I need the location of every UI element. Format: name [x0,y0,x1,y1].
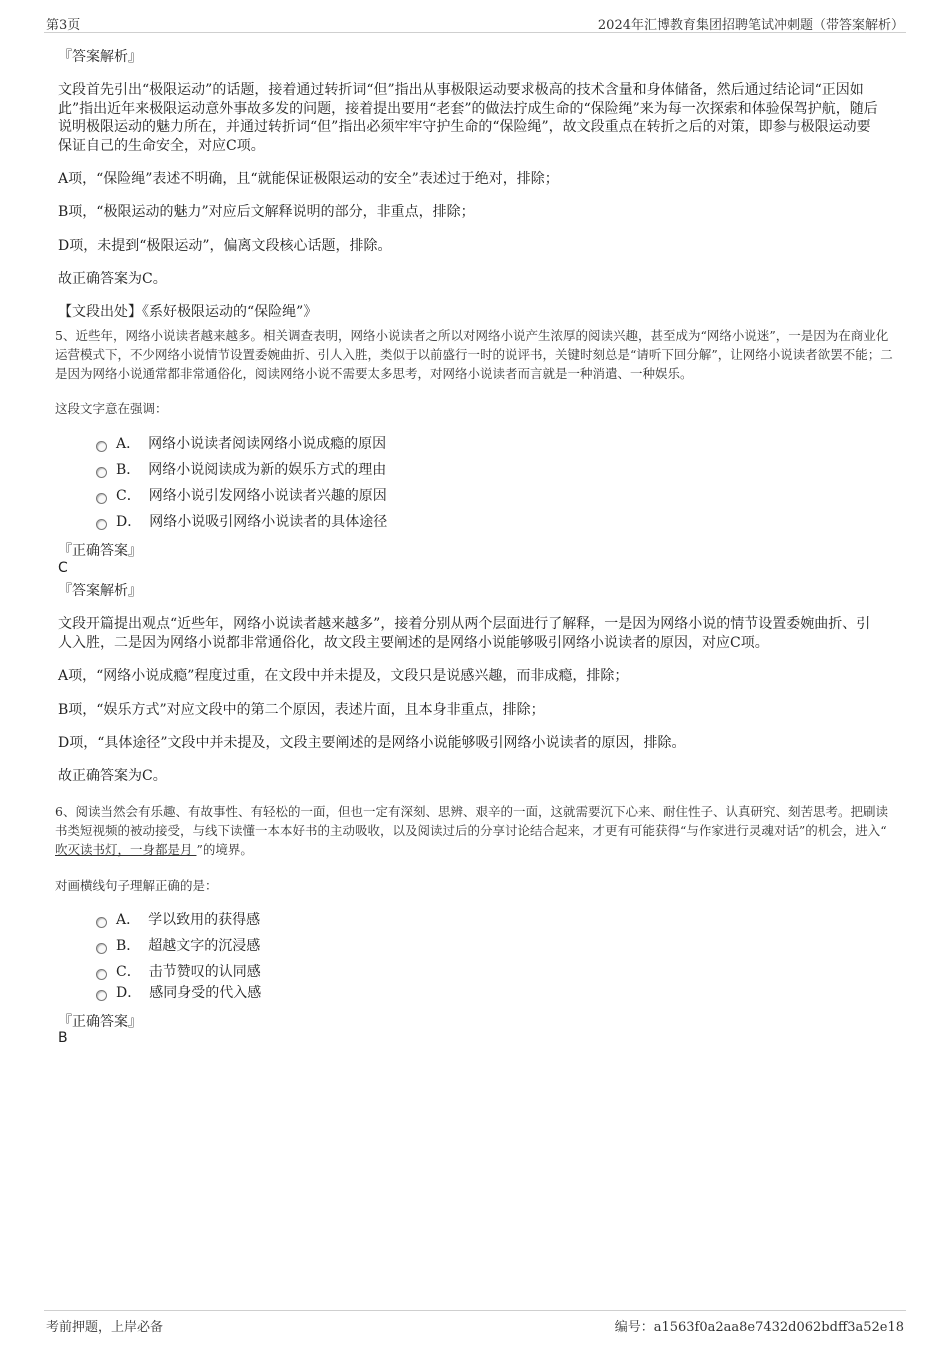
analysis-paragraph: 文段开篇提出观点“近些年，网络小说读者越来越多”，接着分别从两个层面进行了解释，一是因为网络小说的情节设置委婉曲折、引人入胜，二是因为网络小说都非常通俗化，故文段主要阐述的是网络小说能够吸引网络小说读者的原因，对应C项。 [58,616,871,651]
analysis-option-b: B项，“极限运动的魅力”对应后文解释说明的部分，非重点，排除； [58,204,475,220]
analysis-option-d: D项，“具体途径”文段中并未提及，文段主要阐述的是网络小说能够吸引网络小说读者的原因，排除。 [58,735,686,751]
question-6-option-d[interactable]: D． 感同身受的代入感 [96,982,261,1004]
question-5-prompt: 这段文字意在强调： [55,401,168,416]
question-5-stem: 5、近些年，网络小说读者越来越多。相关调查表明，网络小说读者之所以对网络小说产生浓厚的阅读兴趣，甚至成为“网络小说迷”，一是因为在商业化运营模式下，不少网络小说情节设置委婉曲折、引人入胜，类似于以前盛行一时的说评书，关键时刻总是“请听下回分解”，让网络小说读者欲罢不能；二是因为网络小说通常都非常通俗化，阅读网络小说不需要太多思考，对网络小说读者而言就是一种消遣、一种娱乐。 [55,328,893,381]
correct-answer: B [58,1030,68,1046]
question-6-option-a[interactable]: A． 学以致用的获得感 [96,909,260,931]
document-id: 编号：a1563f0a2aa8e7432d062bdff3a52e18 [614,1320,904,1335]
question-6-prompt: 对画横线句子理解正确的是： [55,878,218,893]
analysis-option-b: B项，“娱乐方式”对应文段中的第二个原因，表述片面，且本身非重点，排除； [58,702,545,718]
footer-slogan: 考前押题，上岸必备 [46,1320,164,1335]
correct-answer-title: 『正确答案』 [58,543,142,559]
correct-answer: C [58,560,68,576]
radio-button-icon[interactable] [96,990,107,1001]
radio-button-icon[interactable] [96,519,107,530]
radio-button-icon[interactable] [96,467,107,478]
analysis-conclusion: 故正确答案为C。 [58,768,167,784]
radio-button-icon[interactable] [96,917,107,928]
analysis-option-a: A项，“网络小说成瘾”程度过重，在文段中并未提及，文段只是说感兴趣，而非成瘾，排除； [58,668,629,684]
question-6-option-b[interactable]: B． 超越文字的沉浸感 [96,935,260,957]
page-number: 第3页 [46,18,81,33]
question-6-stem: 6、阅读当然会有乐趣、有故事性、有轻松的一面，但也一定有深刻、思辨、艰辛的一面，这就需要沉下心来、耐住性子、认真研究、刻苦思考。把刷读书类短视频的被动接受，与线下读懂一本本好书的主动吸收，以及阅读过后的分享讨论结合起来，才更有可能获得“与作家进行灵魂对话”的机会，进入“ 吹灭读书灯，一身都是月 ”的境界。 [55,804,888,857]
analysis-title: 『答案解析』 [58,49,142,65]
question-5-option-b[interactable]: B． 网络小说阅读成为新的娱乐方式的理由 [96,459,386,481]
question-5-option-c[interactable]: C． 网络小说引发网络小说读者兴趣的原因 [96,485,387,507]
page-header [44,10,906,33]
correct-answer-title: 『正确答案』 [58,1014,142,1030]
passage-source: 【文段出处】《系好极限运动的“保险绳”》 [58,304,318,320]
radio-button-icon[interactable] [96,969,107,980]
radio-button-icon[interactable] [96,493,107,504]
question-5-option-a[interactable]: A． 网络小说读者阅读网络小说成瘾的原因 [96,433,386,455]
analysis-conclusion: 故正确答案为C。 [58,271,167,287]
analysis-option-a: A项，“保险绳”表述不明确，且“就能保证极限运动的安全”表述过于绝对，排除； [58,171,559,187]
radio-button-icon[interactable] [96,441,107,452]
analysis-title: 『答案解析』 [58,583,142,599]
analysis-paragraph: 文段首先引出“极限运动”的话题，接着通过转折词“但”指出从事极限运动要求极高的技术含量和身体储备，然后通过结论词“正因如此”指出近年来极限运动意外事故多发的问题，接着提出要用“老套”的做法拧成生命的“保险绳”来为每一次探索和体验保驾护航，随后说明极限运动的魅力所在，并通过转折词“但”指出必须牢牢守护生命的“保险绳”，故文段重点在转折之后的对策，即参与极限运动要保证自己的生命安全，对应C项。 [58,82,878,154]
page-footer [44,1310,906,1337]
question-5-option-d[interactable]: D． 网络小说吸引网络小说读者的具体途径 [96,511,387,533]
document-title: 2024年汇博教育集团招聘笔试冲刺题（带答案解析） [597,18,904,33]
question-6-option-c[interactable]: C． 击节赞叹的认同感 [96,961,261,983]
analysis-option-d: D项，未提到“极限运动”，偏离文段核心话题，排除。 [58,238,392,254]
underlined-sentence: 吹灭读书灯，一身都是月 [55,842,197,857]
radio-button-icon[interactable] [96,943,107,954]
